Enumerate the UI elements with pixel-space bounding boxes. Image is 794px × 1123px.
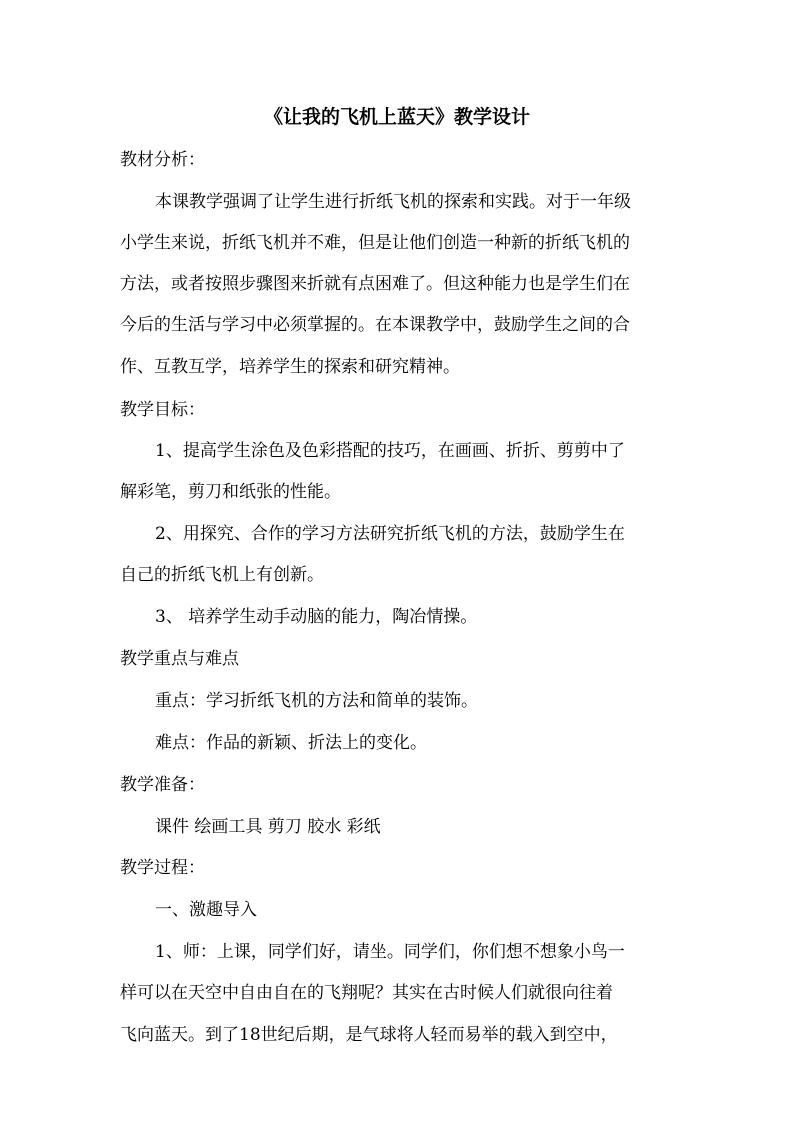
section-heading-material-analysis: 教材分析： [120, 150, 205, 170]
section-heading-preparation: 教学准备： [120, 775, 205, 795]
goal-item-line: 1、提高学生涂色及色彩搭配的技巧，在画画、折折、剪剪中了 [155, 441, 625, 461]
subsection-heading-intro: 一、激趣导入 [155, 900, 257, 920]
paragraph-line: 本课教学强调了让学生进行折纸飞机的探索和实践。对于一年级 [155, 192, 631, 212]
section-heading-teaching-process: 教学过程： [120, 858, 205, 878]
paragraph-line: 方法，或者按照步骤图来折就有点困难了。但这种能力也是学生们在 [120, 274, 630, 294]
goal-item-line: 3、 培养学生动手动脑的能力，陶冶情操。 [155, 607, 478, 627]
paragraph-line: 今后的生活与学习中必须掌握的。在本课教学中，鼓励学生之间的合 [120, 315, 630, 335]
paragraph-line: 飞向蓝天。到了18世纪后期，是气球将人轻而易举的载入到空中， [120, 1025, 618, 1045]
paragraph-line: 1、师：上课，同学们好，请坐。同学们，你们想不想象小鸟一 [155, 942, 625, 962]
section-heading-key-points: 教学重点与难点 [120, 649, 239, 669]
section-heading-teaching-goals: 教学目标： [120, 400, 205, 420]
goal-item-line: 解彩笔，剪刀和纸张的性能。 [120, 482, 341, 502]
goal-item-line: 2、用探究、合作的学习方法研究折纸飞机的方法，鼓励学生在 [155, 524, 625, 544]
paragraph-line: 作、互教互学，培养学生的探索和研究精神。 [120, 357, 460, 377]
goal-item-line: 自己的折纸飞机上有创新。 [120, 565, 324, 585]
difficult-point-line: 难点：作品的新颖、折法上的变化。 [155, 733, 427, 753]
key-point-line: 重点：学习折纸飞机的方法和简单的装饰。 [155, 691, 478, 711]
materials-list-line: 课件 绘画工具 剪刀 胶水 彩纸 [155, 817, 381, 837]
paragraph-line: 样可以在天空中自由自在的飞翔呢？其实在古时候人们就很向往着 [120, 983, 613, 1003]
document-title: 《让我的飞机上蓝天》教学设计 [263, 106, 530, 128]
paragraph-line: 小学生来说，折纸飞机并不难，但是让他们创造一种新的折纸飞机的 [120, 233, 630, 253]
